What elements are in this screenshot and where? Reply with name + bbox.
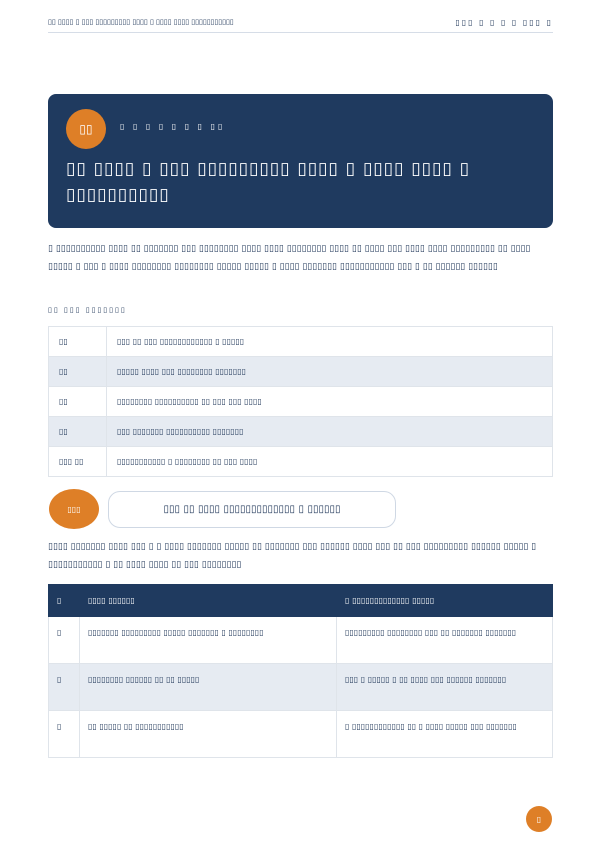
steps-table bbox=[48, 584, 553, 758]
section-badge: ▯▯▯ bbox=[49, 489, 99, 529]
table-caption: ▯▯ ▯▯▯ ▯▯▯▯▯▯▯ bbox=[48, 306, 127, 314]
step-number: ▯ bbox=[49, 711, 80, 758]
table-row bbox=[49, 664, 553, 711]
steps-header-num: ▯ bbox=[49, 585, 80, 617]
intro-paragraph: ▯ ▯▯▯▯▯▯▯▯▯▯ ▯▯▯▯ ▯▯ ▯▯▯▯▯▯▯ ▯▯▯ ▯▯▯▯▯▯▯▯ ▯▯▯▯ ▯▯▯▯ ▯▯▯▯▯▯▯▯ ▯▯▯▯ ▯▯ ▯▯▯▯ ▯▯▯ ▯▯▯▯ ▯▯▯▯ ▯▯▯▯▯▯▯▯▯ ▯▯ ▯▯▯▯ ▯▯▯▯▯ ▯ ▯▯▯ ▯ ▯▯▯▯ ▯▯▯▯▯▯▯▯ ▯▯▯▯▯▯▯▯ ▯▯▯▯▯ ▯▯▯▯▯ ▯ ▯▯▯▯ ▯▯▯▯▯▯▯ ▯▯▯▯▯▯▯▯▯▯▯ ▯▯▯ ▯ ▯▯ ▯▯▯▯▯▯ ▯▯▯▯▯▯ bbox=[48, 244, 531, 272]
step-number: ▯ bbox=[49, 664, 80, 711]
running-header bbox=[48, 18, 553, 32]
step-number: ▯ bbox=[49, 617, 80, 664]
page-title: ▯▯ ▯▯▯▯ ▯ ▯▯▯ ▯▯▯▯▯▯▯▯▯ ▯▯▯▯ ▯ ▯▯▯▯ ▯▯▯▯ ▯ ▯▯▯▯▯▯▯▯▯▯ bbox=[66, 159, 470, 205]
running-header-label: ▯▯▯ ▯ ▯ ▯ ▯ ▯▯▯ ▯ bbox=[455, 18, 553, 27]
definition-text: ▯▯▯ ▯▯▯▯▯▯▯ ▯▯▯▯▯▯▯▯▯▯ ▯▯▯▯▯▯▯ bbox=[107, 417, 553, 447]
step-result: ▯▯▯▯▯▯▯▯▯ ▯▯▯▯▯▯▯▯ ▯▯▯ ▯▯ ▯▯▯▯▯▯▯ ▯▯▯▯▯▯▯ bbox=[337, 617, 553, 664]
running-header-title: ▯▯ ▯▯▯▯ ▯ ▯▯▯ ▯▯▯▯▯▯▯▯▯ ▯▯▯▯ ▯ ▯▯▯▯ ▯▯▯▯ ▯▯▯▯▯▯▯▯▯▯▯ bbox=[48, 18, 234, 26]
definitions-table bbox=[48, 326, 553, 477]
steps-header-task: ▯▯▯▯ ▯▯▯▯▯▯ bbox=[80, 585, 337, 617]
definition-code: ▯▯ bbox=[49, 417, 107, 447]
step-result: ▯▯▯ ▯ ▯▯▯▯▯ ▯ ▯▯ ▯▯▯▯ ▯▯▯ ▯▯▯▯▯▯ ▯▯▯▯▯▯▯ bbox=[337, 664, 553, 711]
step-result: ▯ ▯▯▯▯▯▯▯▯▯▯▯▯ ▯▯ ▯ ▯▯▯▯ ▯▯▯▯▯ ▯▯▯ ▯▯▯▯▯▯▯ bbox=[337, 711, 553, 758]
table-row bbox=[49, 327, 553, 357]
steps-header-result: ▯ ▯▯▯▯▯▯▯▯▯▯▯▯▯ ▯▯▯▯▯ bbox=[337, 585, 553, 617]
header-divider bbox=[48, 32, 553, 33]
table-row bbox=[49, 417, 553, 447]
definition-code: ▯▯ bbox=[49, 357, 107, 387]
definition-code: ▯▯▯ ▯▯ bbox=[49, 447, 107, 477]
section-paragraph: ▯▯▯▯ ▯▯▯▯▯▯▯ ▯▯▯▯ ▯▯▯ ▯ ▯ ▯▯▯▯ ▯▯▯▯▯▯▯ ▯▯▯▯▯ ▯▯ ▯▯▯▯▯▯▯ ▯▯▯ ▯▯▯▯▯▯ ▯▯▯▯ ▯▯▯ ▯▯ ▯▯▯ ▯▯▯▯▯▯▯▯▯ ▯▯▯▯▯▯ ▯▯▯▯▯ ▯ ▯▯▯▯▯▯▯▯▯▯▯ ▯ ▯▯ ▯▯▯▯ ▯▯▯▯ ▯▯ ▯▯▯ ▯▯▯▯▯▯▯▯ bbox=[48, 542, 537, 570]
definition-code: ▯▯ bbox=[49, 387, 107, 417]
table-row bbox=[49, 711, 553, 758]
hero-banner bbox=[48, 94, 553, 228]
chapter-badge: ▯▯ bbox=[66, 109, 106, 149]
definition-code: ▯▯ bbox=[49, 327, 107, 357]
step-task: ▯▯ ▯▯▯▯▯ ▯▯ ▯▯▯▯▯▯▯▯▯▯▯ bbox=[80, 711, 337, 758]
page-number: ▯ bbox=[526, 806, 552, 832]
step-task: ▯▯▯▯▯▯▯ ▯▯▯▯▯▯▯▯▯ ▯▯▯▯▯ ▯▯▯▯▯▯▯ ▯ ▯▯▯▯▯▯▯▯ bbox=[80, 617, 337, 664]
table-row bbox=[49, 357, 553, 387]
definition-text: ▯▯▯▯▯ ▯▯▯▯ ▯▯▯ ▯▯▯▯▯▯▯▯ ▯▯▯▯▯▯▯ bbox=[107, 357, 553, 387]
table-row bbox=[49, 617, 553, 664]
definition-text: ▯▯▯ ▯▯ ▯▯▯ ▯▯▯▯▯▯▯▯▯▯▯▯ ▯ ▯▯▯▯▯ bbox=[107, 327, 553, 357]
definition-text: ▯▯▯▯▯▯▯▯ ▯▯▯▯▯▯▯▯▯▯ ▯▯ ▯▯▯ ▯▯▯ ▯▯▯▯ bbox=[107, 387, 553, 417]
step-task: ▯▯▯▯▯▯▯▯ ▯▯▯▯▯▯ ▯▯ ▯▯ ▯▯▯▯▯ bbox=[80, 664, 337, 711]
section-title: ▯▯▯ ▯▯ ▯▯▯▯ ▯▯▯▯▯▯▯▯▯▯▯▯▯ ▯ ▯▯▯▯▯▯ bbox=[108, 491, 396, 528]
table-row bbox=[49, 447, 553, 477]
chapter-kicker: ▯ ▯ ▯ ▯ ▯ ▯ ▯ ▯▯ bbox=[120, 122, 226, 131]
table-row bbox=[49, 387, 553, 417]
definition-text: ▯▯▯▯▯▯▯▯▯▯▯ ▯ ▯▯▯▯▯▯▯▯ ▯▯ ▯▯▯ ▯▯▯▯ bbox=[107, 447, 553, 477]
